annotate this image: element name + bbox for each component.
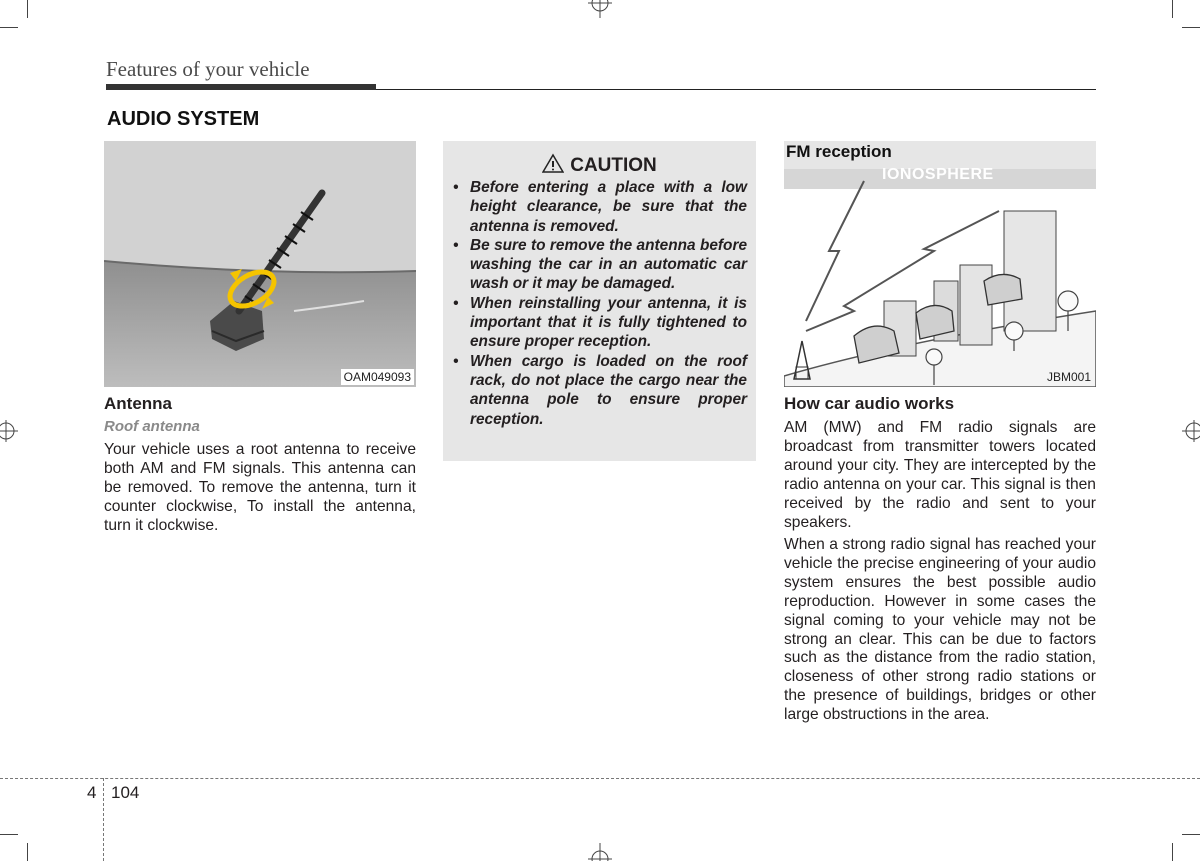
- antenna-body: Your vehicle uses a root antenna to receive both AM and FM signals. This antenna can be removed. To remove the antenna, turn it counter clockwise, To install the antenna, turn it clockwise.: [104, 441, 416, 534]
- caution-item: • When cargo is loaded on the roof rack, do not place the cargo near the antenna pole to ensure proper reception.: [453, 352, 747, 428]
- caution-item: • When reinstalling your antenna, it is important that it is fully tightened to ensure proper reception.: [453, 294, 747, 351]
- caution-box: [443, 141, 756, 461]
- caution-item: • Be sure to remove the antenna before washing the car in an automatic car wash or it may be damaged.: [453, 236, 747, 293]
- registration-mark-left: [0, 416, 20, 446]
- roof-antenna-subheading: Roof antenna: [104, 418, 200, 435]
- image-code-label: JBM001: [1046, 370, 1091, 384]
- header-rule-accent: [106, 84, 376, 90]
- antenna-illustration: [104, 141, 416, 387]
- caution-header: [443, 153, 756, 177]
- warning-triangle-icon: [542, 153, 564, 173]
- antenna-heading: Antenna: [104, 394, 172, 413]
- crop-mark: [0, 27, 18, 28]
- crop-mark: [1182, 27, 1200, 28]
- registration-mark-top: [585, 0, 615, 20]
- registration-mark-right: [1180, 416, 1200, 446]
- chapter-number: 4: [87, 783, 97, 802]
- registration-mark-bottom: [585, 843, 615, 861]
- page-header-title: Features of your vehicle: [106, 57, 310, 81]
- crop-mark: [1182, 834, 1200, 835]
- caution-item: • Before entering a place with a low height clearance, be sure that the antenna is removed.: [453, 179, 747, 235]
- footer-rule: [0, 778, 1200, 779]
- crop-mark: [27, 843, 28, 861]
- caution-list: [453, 178, 747, 429]
- crop-mark: [1172, 0, 1173, 18]
- fm-reception-illustration: [784, 141, 1096, 387]
- crop-mark: [0, 834, 18, 835]
- image-code-label: OAM049093: [341, 369, 414, 385]
- section-title: AUDIO SYSTEM: [107, 108, 260, 130]
- roof-antenna-drawing: [104, 141, 416, 387]
- audio-paragraph-1: AM (MW) and FM radio signals are broadcast from transmitter towers located around your city. They are intercepted by the radio antenna on your car. This signal is then received by the radio and sent to your speakers.: [784, 419, 1096, 531]
- page-number: 104: [111, 783, 140, 802]
- crop-mark: [1172, 843, 1173, 861]
- caution-title: CAUTION: [570, 155, 657, 176]
- fm-reception-title: FM reception: [786, 142, 892, 161]
- footer-divider: [103, 778, 104, 861]
- how-car-audio-works-heading: How car audio works: [784, 394, 955, 413]
- audio-paragraph-2: When a strong radio signal has reached your vehicle the precise engineering of your audio system ensures the best possible audio reproduction. However in some cases the signal coming to your vehicle may not be strong an clear. This can be due to factors such as the distance from the radio station, closeness of other strong radio stations or the presence of buildings, bridges or other large obstructions in the area.: [784, 536, 1096, 724]
- crop-mark: [27, 0, 28, 18]
- ionosphere-label: IONOSPHERE: [882, 166, 994, 183]
